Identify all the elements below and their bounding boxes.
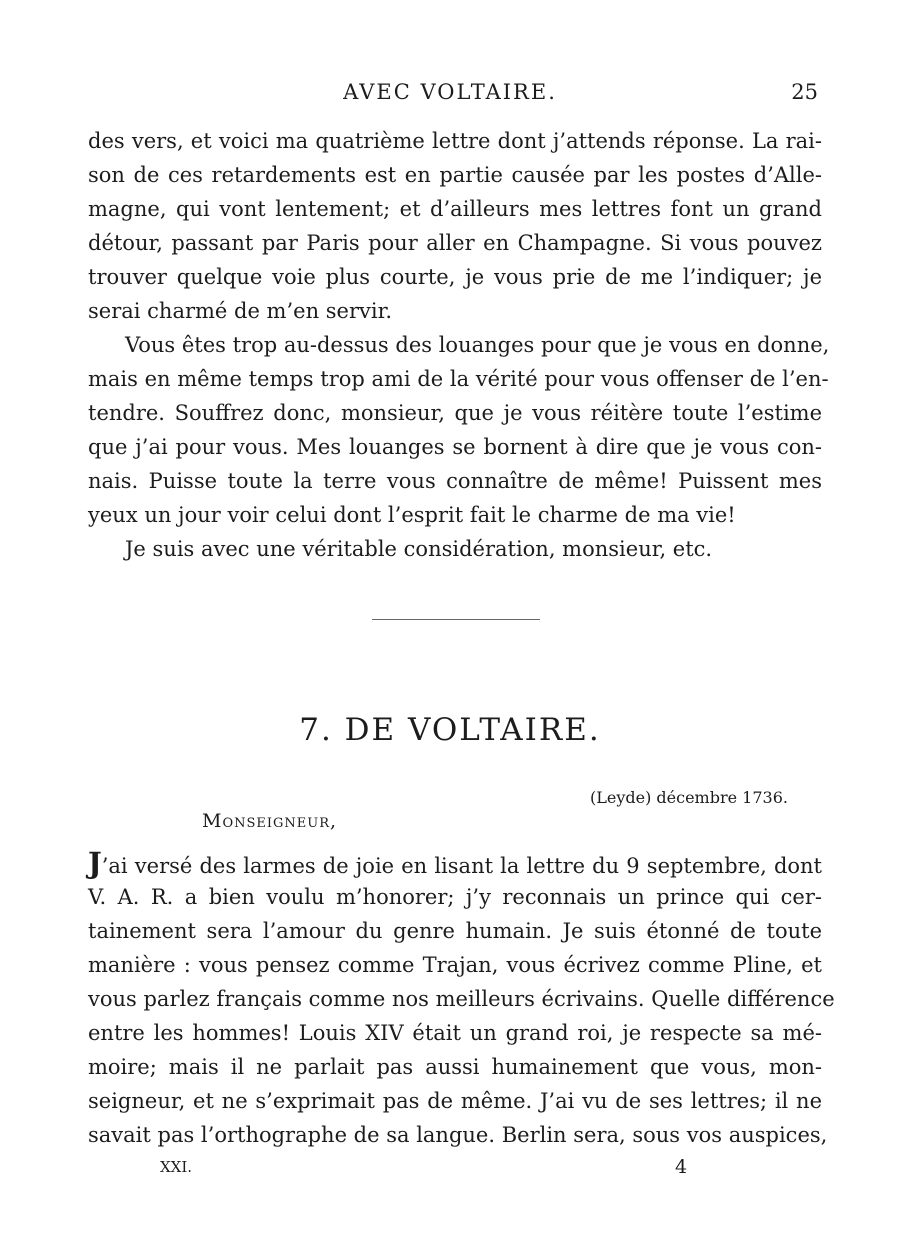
text-line: yeux un jour voir celui dont l’esprit fait le charme de ma vie! — [88, 503, 736, 527]
text-line: manière : vous pensez comme Trajan, vous écrivez comme Pline, et — [88, 953, 822, 977]
text-line: Vous êtes trop au-dessus des louanges pour que je vous en donne, — [125, 333, 830, 357]
letter-date: (Leyde) décembre 1736. — [590, 788, 788, 807]
text-line: mais en même temps trop ami de la vérité pour vous offenser de l’en- — [88, 367, 829, 391]
text-line: trouver quelque voie plus courte, je vous prie de me l’indiquer; je — [88, 265, 822, 289]
text-line: savait pas l’orthographe de sa langue. Berlin sera, sous vos auspices, — [88, 1123, 828, 1147]
text-line: seigneur, et ne s’exprimait pas de même. J’ai vu de ses lettres; il ne — [88, 1089, 822, 1113]
salutation: Monseigneur, — [202, 810, 338, 832]
section1-text — [88, 124, 830, 566]
text-line: tendre. Souffrez donc, monsieur, que je vous réitère toute l’estime — [88, 401, 822, 425]
text-line — [88, 846, 822, 880]
text-line: moire; mais il ne parlait pas aussi humainement que vous, mon- — [88, 1055, 822, 1079]
text-line: vous parlez français comme nos meilleurs écrivains. Quelle différence — [88, 987, 835, 1011]
text-line: tainement sera l’amour du genre humain. Je suis étonné de toute — [88, 919, 822, 943]
page-number: 25 — [791, 80, 818, 104]
running-head — [0, 80, 900, 110]
text-line: des vers, et voici ma quatrième lettre dont j’attends réponse. La rai- — [88, 129, 822, 153]
text-line: son de ces retardements est en partie causée par les postes d’Alle- — [88, 163, 822, 187]
running-title: AVEC VOLTAIRE. — [343, 80, 557, 104]
text-line: serai charmé de m’en servir. — [88, 299, 393, 323]
text-line-rest: ’ai versé des larmes de joie en lisant la lettre du 9 septembre, dont — [101, 854, 822, 878]
text-line: que j’ai pour vous. Mes louanges se bornent à dire que je vous con- — [88, 435, 822, 459]
footer-signature: XXI. — [160, 1158, 193, 1176]
text-line: entre les hommes! Louis XIV était un grand roi, je respecte sa mé- — [88, 1021, 822, 1045]
text-line: V. A. R. a bien voulu m’honorer; j’y reconnais un prince qui cer- — [88, 885, 822, 909]
footer-sheet-number: 4 — [675, 1156, 688, 1178]
text-line: nais. Puisse toute la terre vous connaître de même! Puissent mes — [88, 469, 822, 493]
drop-cap: J — [88, 846, 102, 880]
text-line: magne, qui vont lentement; et d’ailleurs mes lettres font un grand — [88, 197, 822, 221]
text-line: Je suis avec une véritable considération, monsieur, etc. — [125, 537, 713, 561]
text-line: détour, passant par Paris pour aller en Champagne. Si vous pouvez — [88, 231, 822, 255]
section-divider — [372, 619, 540, 620]
letter-text — [88, 846, 835, 1152]
letter-heading: 7. DE VOLTAIRE. — [299, 712, 601, 748]
